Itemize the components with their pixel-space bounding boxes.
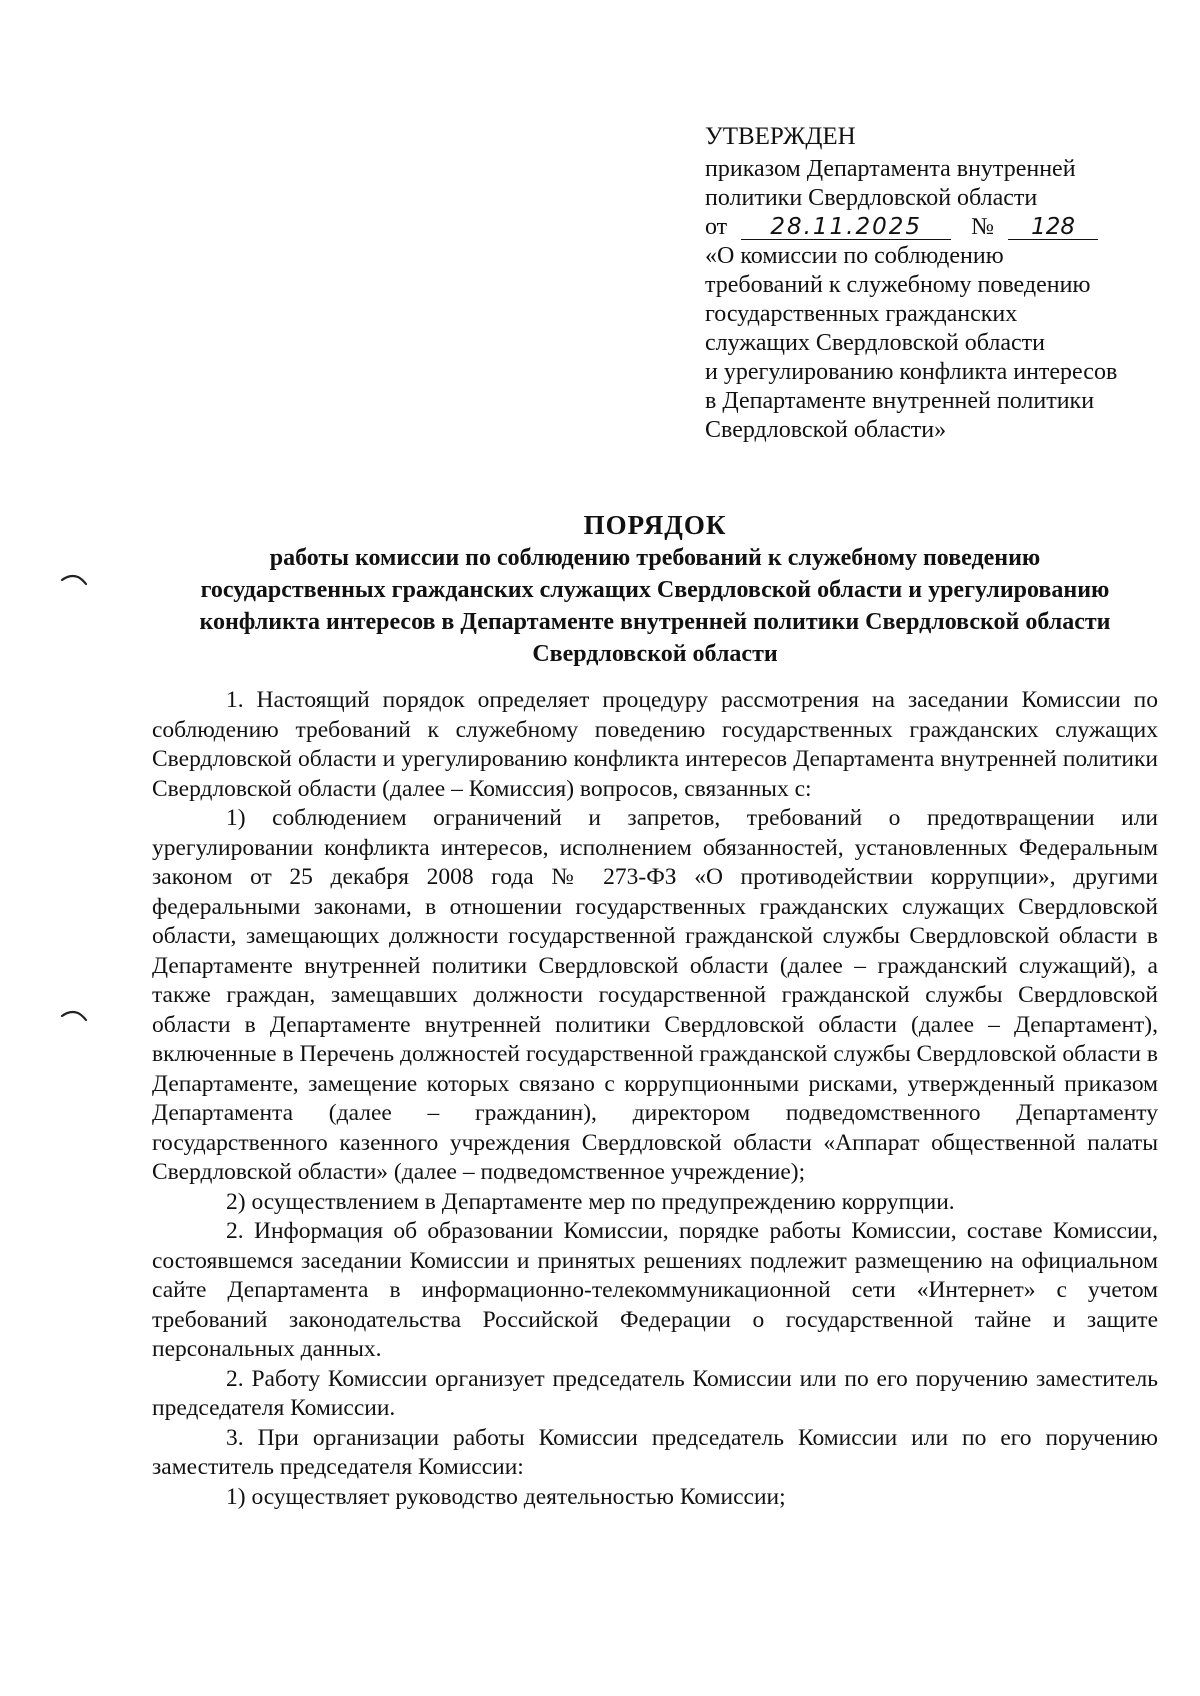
document-subtitle-line: государственных гражданских служащих Свердловской области и урегулированию [200,577,1110,603]
order-title-line: в Департаменте внутренней политики [705,388,1095,414]
approval-heading: УТВЕРЖДЕН [705,123,856,150]
scan-edge-mark [60,1008,88,1022]
order-title-line: требований к служебному поведению [705,272,1091,298]
paragraph: 2. Работу Комиссии организует председатель Комиссии или по его поручению заместитель председателя Комиссии. [152,1365,1158,1421]
document-subtitle-line: работы комиссии по соблюдению требований к служебному поведению [269,545,1041,571]
paragraph: 1) соблюдением ограничений и запретов, требований о предотвращении или урегулировании конфликта интересов, исполнением обязанностей, установленных Федеральным законом от 25 декабря 2008 года № 273-ФЗ «О противодействии коррупции», другими федеральными законами, в отношении государственных гражданских служащих Свердловской области, замещающих должности государственной гражданской службы Свердловской области в Департаменте внутренней политики Свердловской области (далее – гражданский служащий), а также граждан, замещавших должности государственной гражданской службы Свердловской области в Департаменте внутренней политики Свердловской области (далее – Департамент), включенные в Перечень должностей государственной гражданской службы Свердловской области в Департаменте, замещение которых связано с коррупционными рисками, утвержденный приказом Департамента (далее – гражданин), директором подведомственного Департаменту государственного казенного учреждения Свердловской области «Аппарат общественной палаты Свердловской области» (далее – подведомственное учреждение); [152,805,1158,1185]
order-title-line: служащих Свердловской области [705,330,1045,356]
document-title: ПОРЯДОК [583,510,727,540]
order-title-line: «О комиссии по соблюдению [705,243,1004,269]
approval-line-2: политики Свердловской области [705,185,1038,211]
approval-line-1: приказом Департамента внутренней [705,156,1076,182]
handwritten-date: 28.11.2025 [741,215,951,240]
order-title-line: государственных гражданских [705,301,1018,327]
paragraph: 1) осуществляет руководство деятельностью Комиссии; [226,1483,786,1510]
handwritten-number: 128 [1008,215,1098,240]
number-label: № [971,214,995,240]
date-prefix: от [705,214,728,240]
paragraph: 1. Настоящий порядок определяет процедуру рассмотрения на заседании Комиссии по соблюдению требований к служебному поведению государственных гражданских служащих Свердловской области и урегулированию конфликта интересов Департамента внутренней политики Свердловской области (далее – Комиссия) вопросов, связанных с: [152,687,1158,802]
document-subtitle-line: конфликта интересов в Департаменте внутренней политики Свердловской области [199,609,1111,635]
document-title-block [150,508,1160,670]
document-body [152,686,1158,1512]
document-subtitle-line: Свердловской области [532,641,778,667]
order-title-line: Свердловской области» [705,417,947,443]
approval-date-number-line [705,213,1175,242]
scan-edge-mark [60,572,88,586]
paragraph: 3. При организации работы Комиссии председатель Комиссии или по его поручению заместитель председателя Комиссии: [152,1424,1158,1480]
order-title-line: и урегулированию конфликта интересов [705,359,1118,385]
paragraph: 2. Информация об образовании Комиссии, порядке работы Комиссии, составе Комиссии, состоявшемся заседании Комиссии и принятых решениях подлежит размещению на официальном сайте Департамента в информационно-телекоммуникационной сети «Интернет» с учетом требований законодательства Российской Федерации о государственной тайне и защите персональных данных. [152,1218,1158,1362]
approval-stamp-block [705,122,1175,445]
paragraph: 2) осуществлением в Департаменте мер по предупреждению коррупции. [226,1188,955,1215]
